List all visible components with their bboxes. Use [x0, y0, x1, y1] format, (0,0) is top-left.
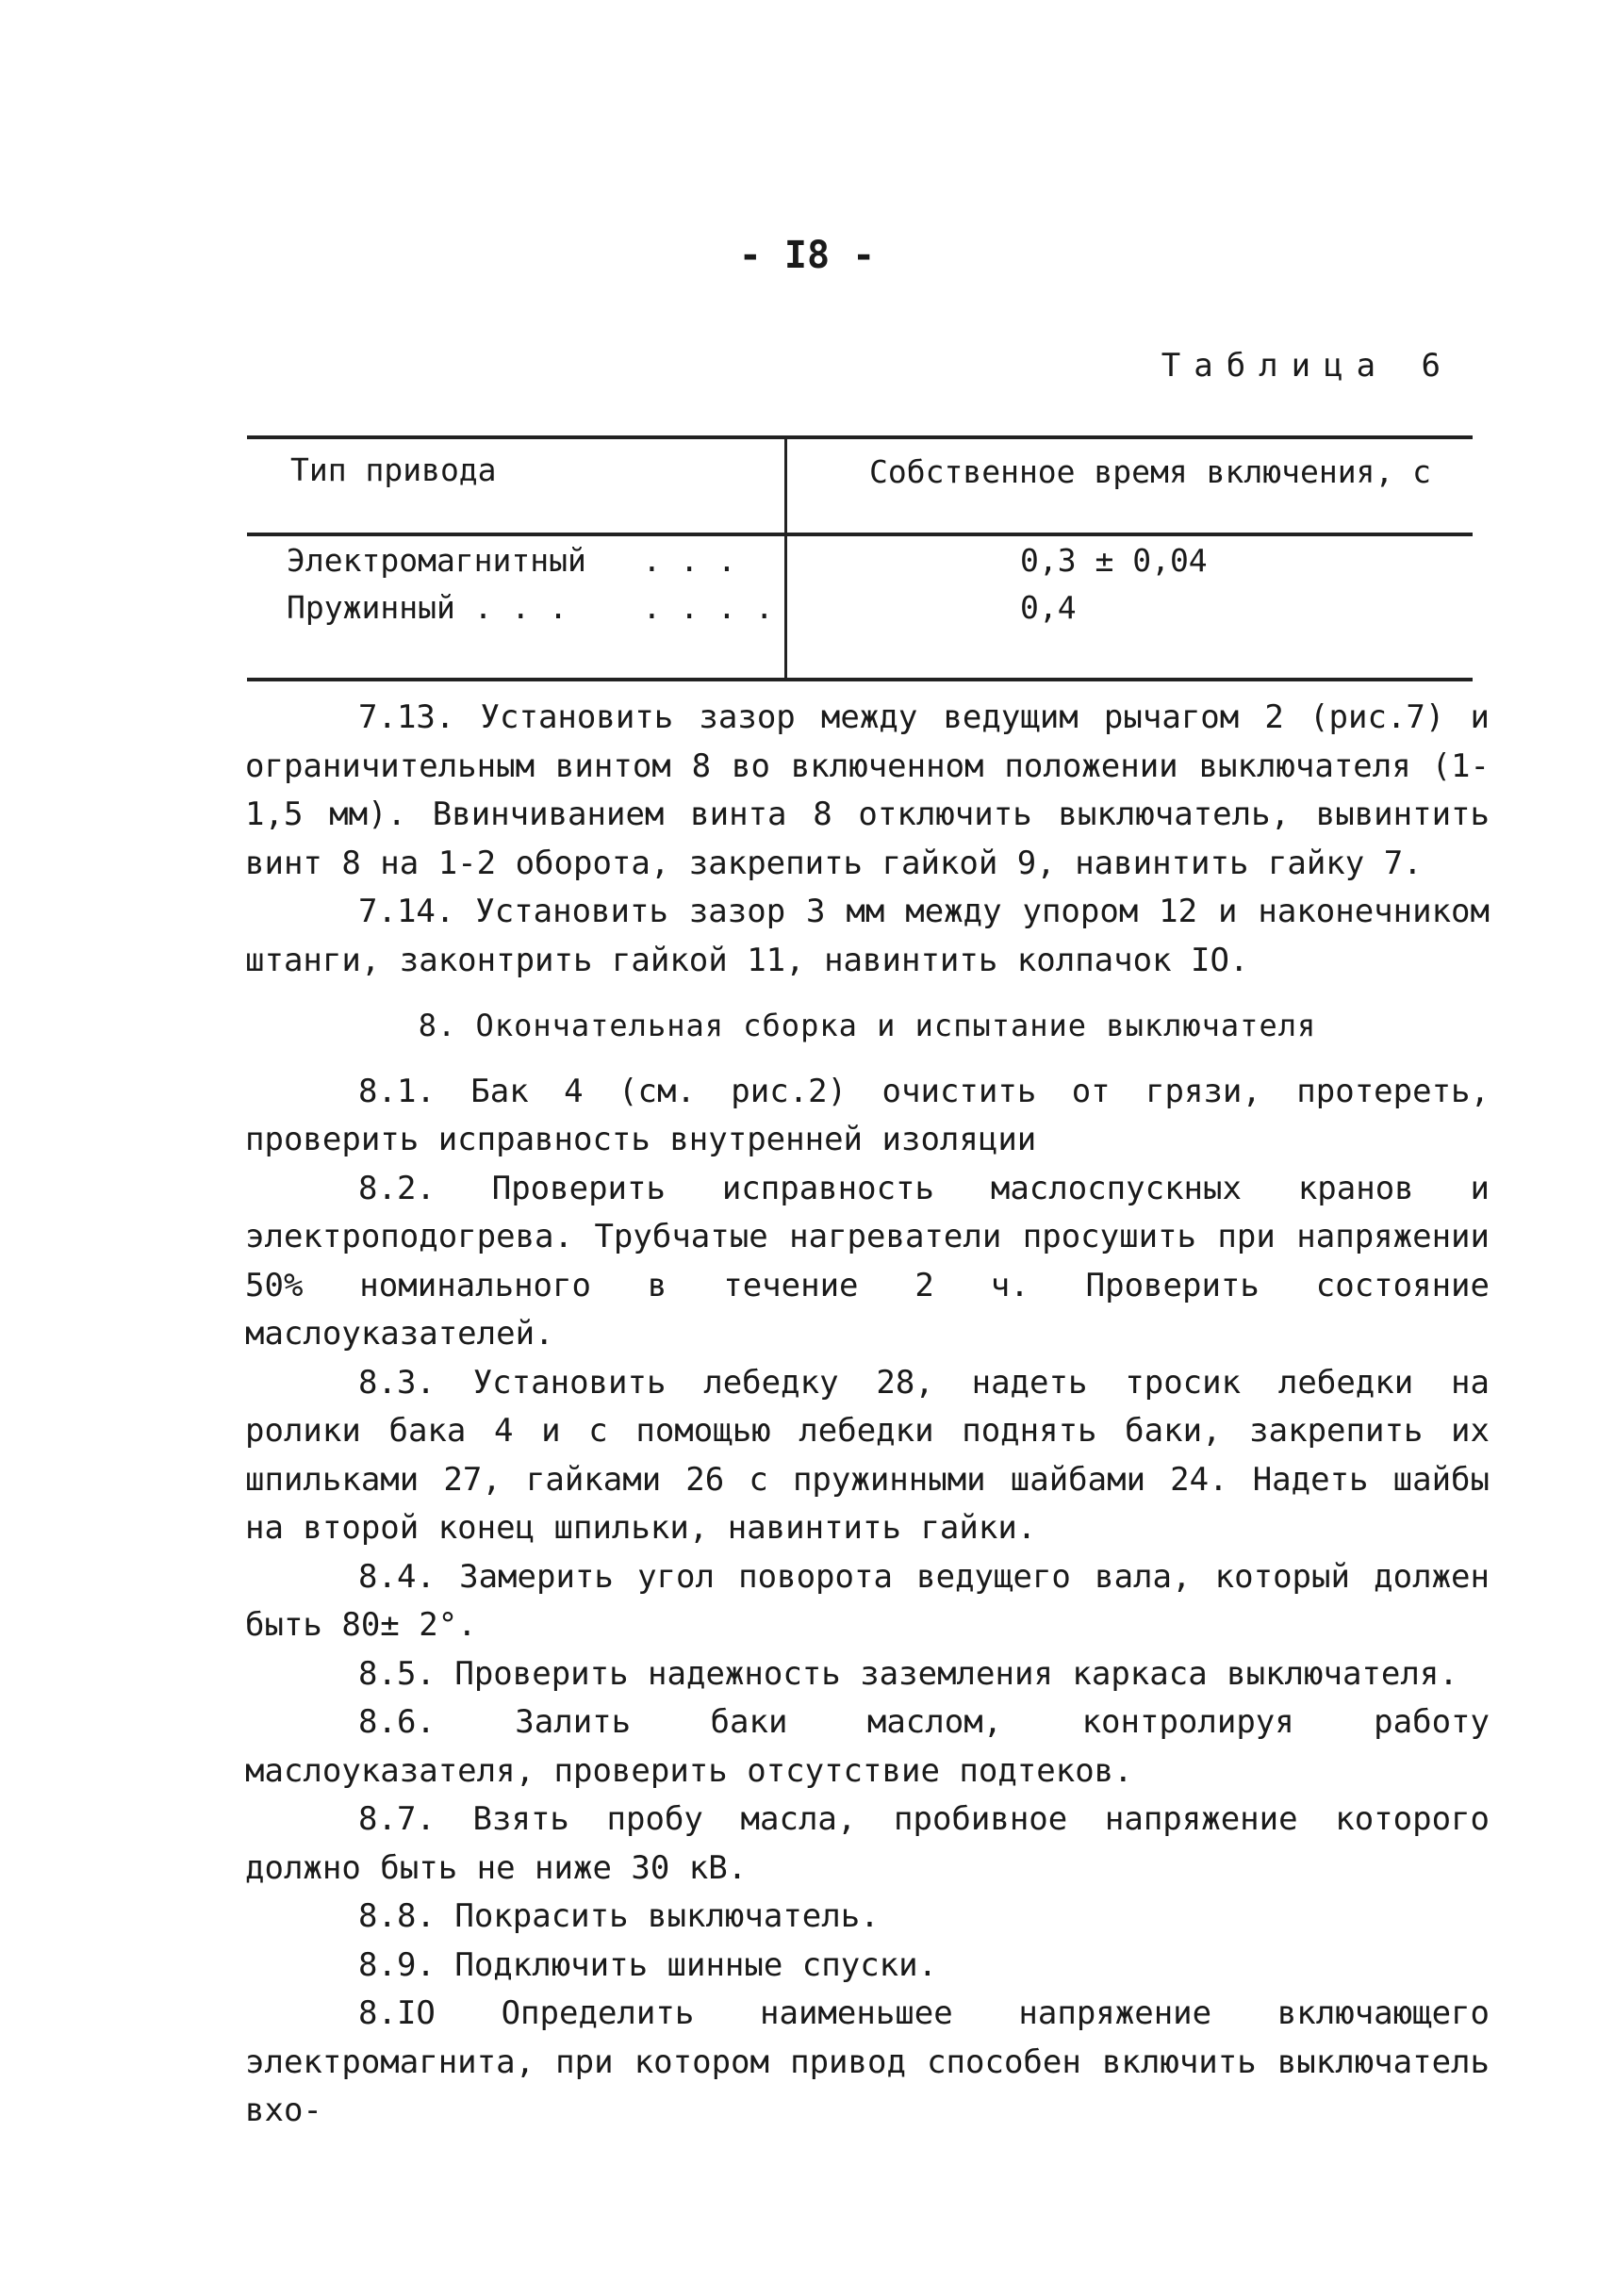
paragraph-8-6: 8.6. Залить баки маслом, контролируя работу маслоуказателя, проверить отсутствие подтеков.: [245, 1703, 1490, 1790]
table-column-divider: [784, 435, 787, 681]
paragraph-8-8: 8.8. Покрасить выключатель.: [358, 1897, 880, 1935]
paragraph-8-9: 8.9. Подключить шинные спуски.: [358, 1945, 938, 1984]
paragraph-8-1: 8.1. Бак 4 (см. рис.2) очистить от грязи, протереть, проверить исправность внутренней изоляции: [245, 1072, 1490, 1158]
paragraph-8-2: 8.2. Проверить исправность маслоспускных кранов и электроподогрева. Трубчатые нагреватели просушить при напряжении 50% номинального в течение 2 ч. Проверить состояние маслоуказателей.: [245, 1169, 1490, 1353]
table-title: Таблица 6: [1161, 347, 1454, 385]
header-drive-type: Тип привода: [290, 451, 497, 488]
paragraph-7-13: 7.13. Установить зазор между ведущим рычагом 2 (рис.7) и ограничительным винтом 8 во включенном положении выключателя (1-1,5 мм). Ввинчиванием винта 8 отключить выключатель, вывинтить винт 8 на 1-2 оборота, закрепить гайкой 9, навинтить гайку 7.: [245, 698, 1490, 882]
table-header-rule: [247, 533, 1473, 536]
page-number: - I8 -: [738, 234, 876, 277]
paragraph-7-14: 7.14. Установить зазор 3 мм между упором 12 и наконечником штанги, законтрить гайкой 11, навинтить колпачок IO.: [245, 893, 1490, 979]
paragraph-8-7: 8.7. Взять пробу масла, пробивное напряжение которого должно быть не ниже 30 кВ.: [245, 1800, 1490, 1887]
section-8-heading: 8. Окончательная сборка и испытание выключателя: [418, 1008, 1317, 1043]
row-spring-value: 0,4: [1020, 589, 1077, 626]
drive-time-table: [247, 435, 1473, 681]
row-spring-name: Пружинный . . . . . . .: [287, 589, 774, 626]
table-bottom-rule: [247, 678, 1473, 681]
paragraph-8-4: 8.4. Замерить угол поворота ведущего вала, который должен быть 80± 2°.: [245, 1557, 1490, 1644]
paragraph-8-3: 8.3. Установить лебедку 28, надеть тросик лебедки на ролики бака 4 и с помощью лебедки поднять баки, закрепить их шпильками 27, гайками 26 с пружинными шайбами 24. Надеть шайбы на второй конец шпильки, навинтить гайки.: [245, 1363, 1490, 1547]
row-electromagnetic-value: 0,3 ± 0,04: [1020, 542, 1208, 579]
paragraph-8-10: 8.IO Определить наименьшее напряжение включающего электромагнита, при котором привод способен включить выключатель вхо-: [245, 1994, 1490, 2129]
document-body: [245, 694, 1490, 2136]
row-electromagnetic-name: Электромагнитный . . .: [287, 542, 736, 579]
paragraph-8-5: 8.5. Проверить надежность заземления каркаса выключателя.: [358, 1654, 1458, 1693]
table-top-rule: [247, 435, 1473, 439]
header-closing-time: Собственное время включения, с: [869, 453, 1432, 490]
